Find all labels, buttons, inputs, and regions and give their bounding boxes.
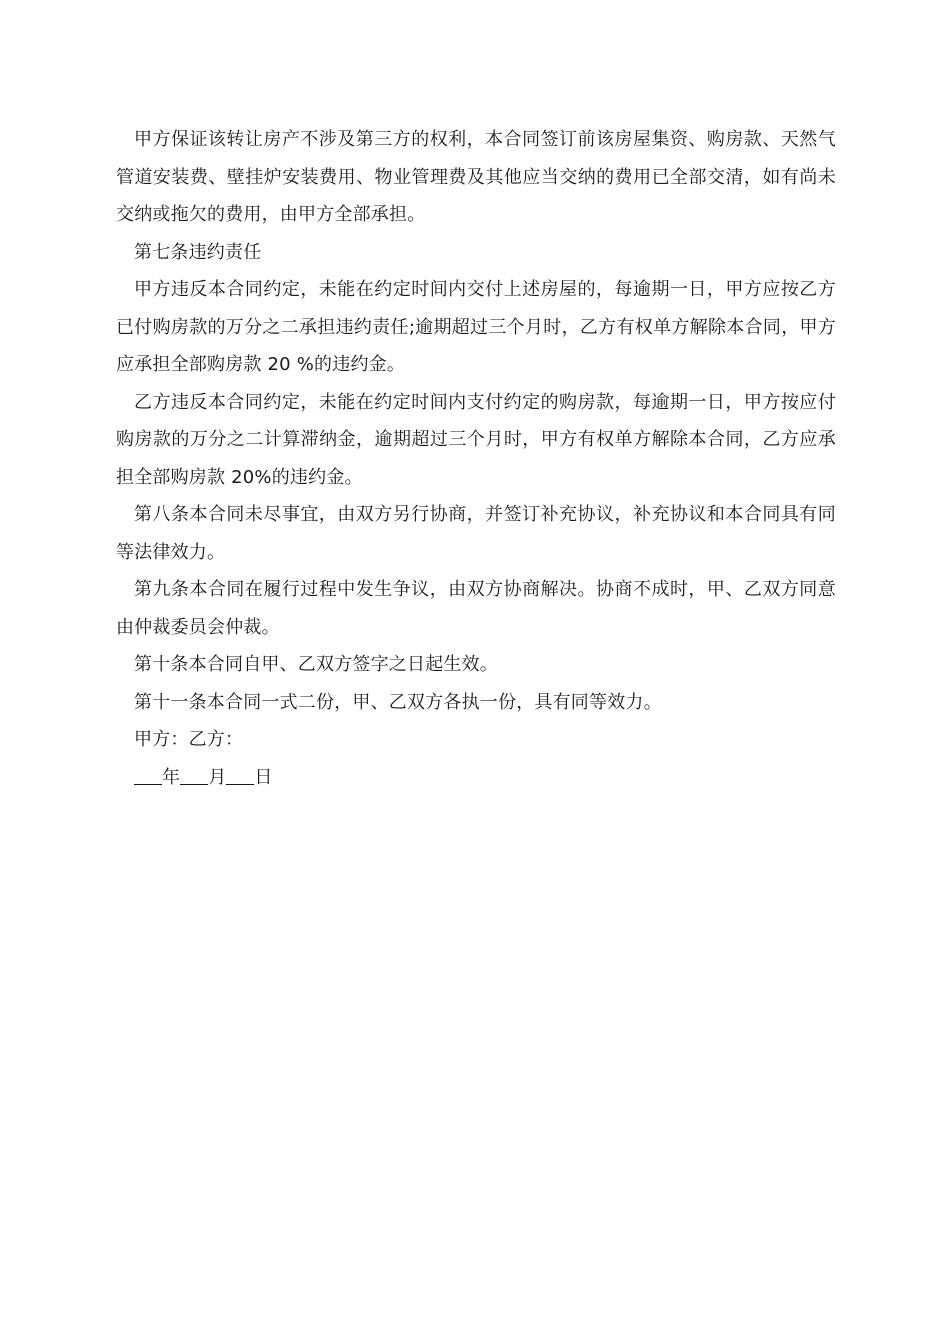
article-11: 第十一条本合同一式二份，甲、乙双方各执一份，具有同等效力。 xyxy=(134,691,662,713)
clause-payment-guarantee: 甲方保证该转让房产不涉及第三方的权利，本合同签订前该房屋集资、购房款、天然气管道安装费、壁挂炉安装费用、物业管理费及其他应当交纳的费用已全部交清，如有尚未交纳或拖欠的费用，由甲方全部承担。 xyxy=(116,129,836,225)
month-blank xyxy=(180,764,208,785)
signature-date xyxy=(116,759,836,797)
day-label: 日 xyxy=(254,766,273,788)
article-7-heading: 第七条违约责任 xyxy=(134,241,262,263)
signature-parties: 甲方：乙方： xyxy=(134,729,244,750)
month-label: 月 xyxy=(208,766,227,788)
article-9: 第九条本合同在履行过程中发生争议，由双方协商解决。协商不成时，甲、乙双方同意由仲裁委员会仲裁。 xyxy=(116,579,836,638)
clause-party-b-breach: 乙方违反本合同约定，未能在约定时间内支付约定的购房款，每逾期一日，甲方按应付购房款的万分之二计算滞纳金，逾期超过三个月时，甲方有权单方解除本合同，乙方应承担全部购房款 20%的违约金。 xyxy=(116,391,836,488)
article-10: 第十条本合同自甲、乙双方签字之日起生效。 xyxy=(134,654,498,675)
year-label: 年 xyxy=(162,766,181,788)
contract-body xyxy=(116,121,836,796)
day-blank xyxy=(226,764,254,785)
year-blank xyxy=(134,764,162,785)
article-8: 第八条本合同未尽事宜，由双方另行协商，并签订补充协议，补充协议和本合同具有同等法律效力。 xyxy=(116,504,836,563)
clause-party-a-breach: 甲方违反本合同约定，未能在约定时间内交付上述房屋的，每逾期一日，甲方应按乙方已付购房款的万分之二承担违约责任;逾期超过三个月时，乙方有权单方解除本合同，甲方应承担全部购房款 20 %的违约金。 xyxy=(116,279,836,375)
